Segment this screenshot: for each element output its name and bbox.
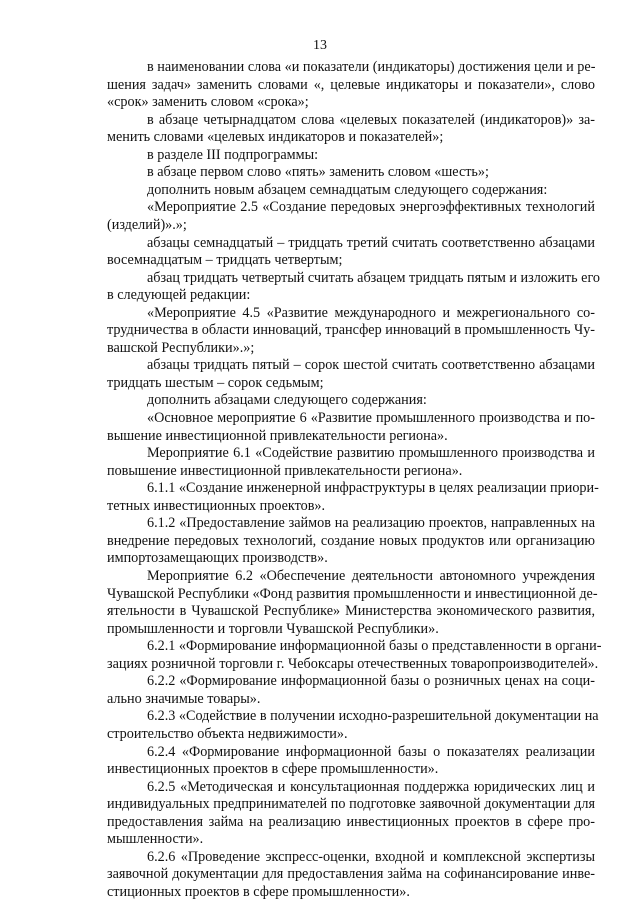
text-line: вышение инвестиционной привлекательности региона». bbox=[107, 427, 448, 444]
text-line: в абзаце первом слово «пять» заменить словом «шесть»; bbox=[147, 164, 489, 181]
text-line: 6.2.4 «Формирование информационной базы о показателях реализации bbox=[147, 743, 595, 760]
text-line: внедрение передовых технологий, создание новых продуктов или организацию bbox=[107, 532, 595, 549]
text-line: 6.2.6 «Проведение экспресс-оценки, входной и комплексной экспертизы bbox=[147, 848, 595, 865]
text-line: строительство объекта недвижимости». bbox=[107, 725, 348, 742]
text-line: инвестиционных проектов в сфере промышленности». bbox=[107, 761, 439, 777]
text-line: 6.2.2 «Формирование информационной базы о розничных ценах на соци- bbox=[147, 673, 595, 690]
text-line: восемнадцатым – тридцать четвертым; bbox=[107, 252, 343, 269]
text-line: в следующей редакции: bbox=[107, 287, 251, 304]
text-line: 6.2.5 «Методическая и консультационная поддержка юридических лиц и bbox=[147, 778, 595, 795]
text-line: ятельности в Чувашской Республике» Министерства экономического развития, bbox=[107, 603, 595, 620]
text-line: тридцать шестым – сорок седьмым; bbox=[107, 374, 324, 391]
text-line: абзацы семнадцатый – тридцать третий считать соответственно абзацами bbox=[147, 234, 595, 251]
text-line: «срок» заменить словом «срока»; bbox=[107, 94, 309, 111]
text-line: «Мероприятие 2.5 «Создание передовых энергоэффективных технологий bbox=[147, 199, 595, 216]
text-line: дополнить новым абзацем семнадцатым следующего содержания: bbox=[147, 181, 548, 198]
text-line: стиционных проектов в сфере промышленности». bbox=[107, 883, 410, 900]
text-line: в разделе III подпрограммы: bbox=[147, 146, 319, 163]
text-line: индивидуальных предпринимателей по подготовке заявочной документации для bbox=[107, 796, 595, 813]
text-line: трудничества в области инноваций, трансфер инноваций в промышленность Чу- bbox=[107, 322, 596, 339]
text-line: Мероприятие 6.2 «Обеспечение деятельности автономного учреждения bbox=[147, 568, 595, 584]
text-line: Мероприятие 6.1 «Содействие развитию промышленного производства и bbox=[147, 445, 595, 462]
text-line: абзац тридцать четвертый считать абзацем тридцать пятым и изложить его bbox=[147, 269, 601, 286]
text-line: 6.2.3 «Содействие в получении исходно-разрешительной документации на bbox=[147, 708, 599, 725]
text-line: повышение инвестиционной привлекательности региона». bbox=[107, 462, 463, 479]
text-line: дополнить абзацами следующего содержания: bbox=[147, 392, 427, 409]
text-line: менить словами «целевых индикаторов и показателей»; bbox=[107, 129, 444, 146]
text-line: мышленности». bbox=[107, 831, 204, 848]
text-line: предоставления займа на реализацию инвестиционных проектов в сфере про- bbox=[107, 813, 595, 830]
text-line: вашской Республики».»; bbox=[107, 339, 255, 356]
text-line: 6.1.2 «Предоставление займов на реализацию проектов, направленных на bbox=[147, 515, 595, 532]
text-line: в абзаце четырнадцатом слова «целевых показателей (индикаторов)» за- bbox=[147, 111, 595, 128]
text-line: тетных инвестиционных проектов». bbox=[107, 497, 326, 514]
text-line: ально значимые товары». bbox=[107, 690, 261, 707]
text-line: абзацы тридцать пятый – сорок шестой считать соответственно абзацами bbox=[147, 357, 595, 374]
text-line: 6.2.1 «Формирование информационной базы о представленности в органи- bbox=[147, 638, 602, 655]
text-line: импортозамещающих производств». bbox=[107, 550, 328, 567]
text-line: «Основное мероприятие 6 «Развитие промышленного производства и по- bbox=[147, 410, 595, 426]
text-line: «Мероприятие 4.5 «Развитие международного и межрегионального со- bbox=[147, 304, 595, 321]
text-line: шения задач» заменить словами «, целевые индикаторы и показатели», слово bbox=[107, 76, 595, 93]
text-line: (изделий)».»; bbox=[107, 217, 187, 233]
text-line: заявочной документации для предоставления займа на софинансирование инве- bbox=[107, 866, 595, 883]
text-line: зациях розничной торговли г. Чебоксары отечественных товаропроизводителей». bbox=[107, 655, 599, 672]
text-line: 6.1.1 «Создание инженерной инфраструктуры в целях реализации приори- bbox=[147, 480, 599, 497]
page-number: 13 bbox=[313, 38, 327, 53]
text-line: Чувашской Республики «Фонд развития промышленности и инвестиционной де- bbox=[107, 585, 598, 602]
text-line: промышленности и торговли Чувашской Республики». bbox=[107, 620, 439, 637]
text-line: в наименовании слова «и показатели (индикаторы) достижения цели и ре- bbox=[147, 59, 596, 75]
